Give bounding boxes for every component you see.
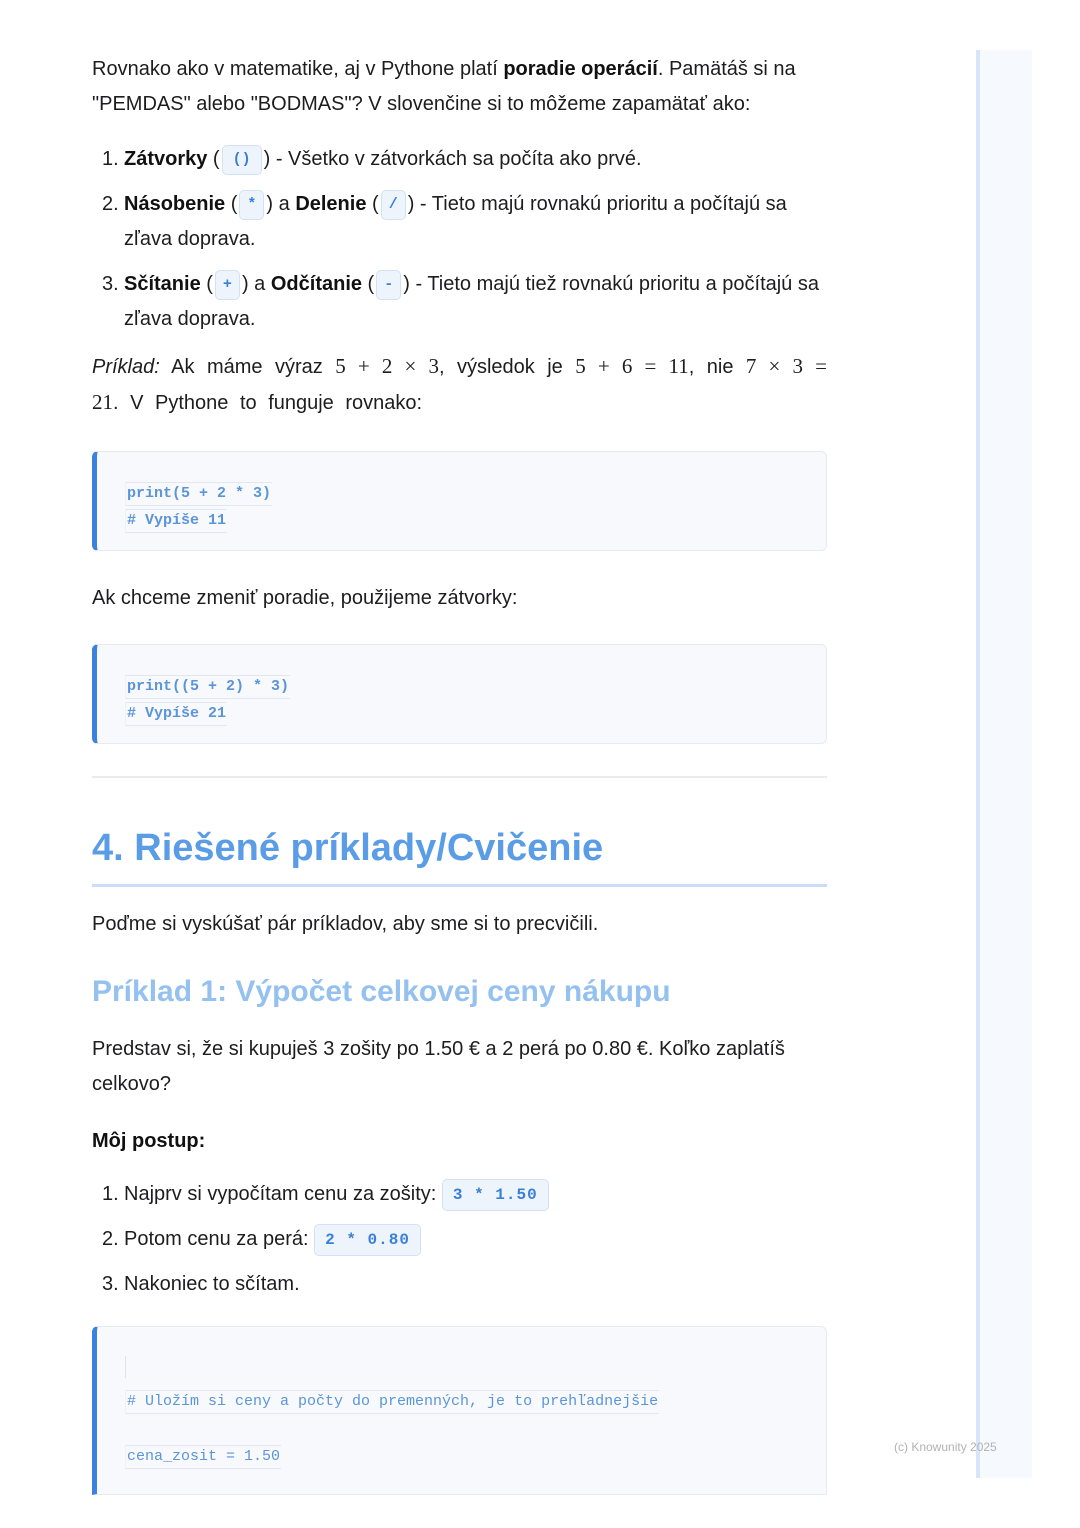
- operator-description: - Tieto majú tiež rovnakú prioritu a počítajú sa zľava doprava.: [124, 273, 819, 330]
- example-text: , nie: [688, 356, 746, 378]
- step-text: Najprv si vypočítam cenu za zošity:: [124, 1183, 442, 1205]
- inline-code: 3 * 1.50: [442, 1179, 549, 1211]
- code-comment: # Vypíše 11: [125, 509, 227, 533]
- intro-bold-term: poradie operácií: [503, 58, 658, 80]
- list-number: 1.: [102, 148, 119, 170]
- operator-symbol-chip: +: [215, 270, 240, 300]
- step-text: Potom cenu za perá:: [124, 1228, 315, 1250]
- operator-name: Zátvorky: [124, 148, 208, 170]
- code-empty-line: [125, 1356, 126, 1378]
- list-number: 3.: [102, 273, 119, 295]
- example-heading: Príklad 1: Výpočet celkovej ceny nákupu: [92, 975, 671, 1008]
- list-item: 1. Zátvorky ( () ) - Všetko v zátvorkách sa počíta ako prvé.: [92, 142, 827, 177]
- list-item: [92, 1222, 827, 1257]
- list-item: 2. Násobenie ( * ) a Delenie ( / ) - Tieto majú rovnakú prioritu a počítajú sa zľava doprava.: [92, 187, 827, 257]
- list-number: 3.: [102, 1273, 119, 1295]
- operator-symbol-chip: *: [239, 190, 264, 220]
- document-page: [92, 50, 827, 1495]
- intro-text-rest: . Pamätáš si na "PEMDAS" alebo "BODMAS"? V slovenčine si to môžeme zapamätať ako:: [92, 58, 796, 115]
- list-number: 1.: [102, 1183, 119, 1205]
- operator-name: Odčítanie: [270, 273, 362, 295]
- example-paragraph: [92, 349, 827, 421]
- example-text: , výsledok je: [438, 356, 576, 378]
- operator-name: Delenie: [295, 193, 367, 215]
- example-text: . V Pythone to funguje rovnako:: [113, 392, 423, 414]
- example-text: Ak máme výraz: [159, 356, 336, 378]
- connector-text: a: [273, 193, 296, 215]
- section-divider: [92, 776, 827, 778]
- approach-label: Môj postup:: [92, 1130, 206, 1152]
- list-item: [92, 1267, 827, 1302]
- steps-list: [92, 1177, 827, 1302]
- problem-text: Predstav si, že si kupuješ 3 zošity po 1.50 € a 2 perá po 0.80 €. Koľko zaplatíš celkovo?: [92, 1038, 785, 1095]
- connector-text: a: [248, 273, 271, 295]
- list-item: 3. Sčítanie ( + ) a Odčítanie ( - ) - Tieto majú tiež rovnakú prioritu a počítajú sa zľava doprava.: [92, 267, 827, 337]
- section-heading: 4. Riešené príklady/Cvičenie: [92, 824, 827, 887]
- list-number: 2.: [102, 1228, 119, 1250]
- side-panel: [976, 50, 1032, 1478]
- math-expression: 7 × 3 = 21: [92, 354, 828, 414]
- section-intro: Poďme si vyskúšať pár príkladov, aby sme si to precvičili.: [92, 913, 599, 935]
- intro-text: Rovnako ako v matematike, aj v Pythone platí: [92, 58, 504, 80]
- code-line: print((5 + 2) * 3): [125, 675, 290, 699]
- copyright-footer: (c) Knowunity 2025: [894, 1440, 997, 1454]
- operator-name: Sčítanie: [124, 273, 201, 295]
- list-item: [92, 1177, 827, 1212]
- operator-precedence-list: [92, 142, 827, 337]
- operator-symbol-chip: -: [376, 270, 401, 300]
- code-line: print(5 + 2 * 3): [125, 482, 272, 506]
- operator-name: Násobenie: [124, 193, 226, 215]
- change-order-text: Ak chceme zmeniť poradie, použijeme zátvorky:: [92, 587, 518, 609]
- code-comment: # Vypíše 21: [125, 702, 227, 726]
- operator-description: - Všetko v zátvorkách sa počíta ako prvé.: [270, 148, 642, 170]
- code-block-precedence: [92, 451, 827, 551]
- example-label: Príklad:: [92, 356, 160, 378]
- operator-description: - Tieto majú rovnakú prioritu a počítajú sa zľava doprava.: [124, 193, 787, 250]
- operator-symbol-chip: /: [381, 190, 406, 220]
- step-text: Nakoniec to sčítam.: [124, 1273, 300, 1295]
- math-expression: 5 + 2 × 3: [335, 354, 439, 378]
- code-comment: # Uložím si ceny a počty do premenných, je to prehľadnejšie: [125, 1390, 659, 1414]
- code-line: cena_zosit = 1.50: [125, 1445, 281, 1469]
- list-number: 2.: [102, 193, 119, 215]
- code-block-parentheses: [92, 644, 827, 744]
- math-expression: 5 + 6 = 11: [575, 354, 689, 378]
- intro-paragraph: [92, 52, 827, 122]
- inline-code: 2 * 0.80: [314, 1224, 421, 1256]
- code-block-shopping: [92, 1326, 827, 1495]
- operator-symbol-chip: (): [222, 145, 262, 175]
